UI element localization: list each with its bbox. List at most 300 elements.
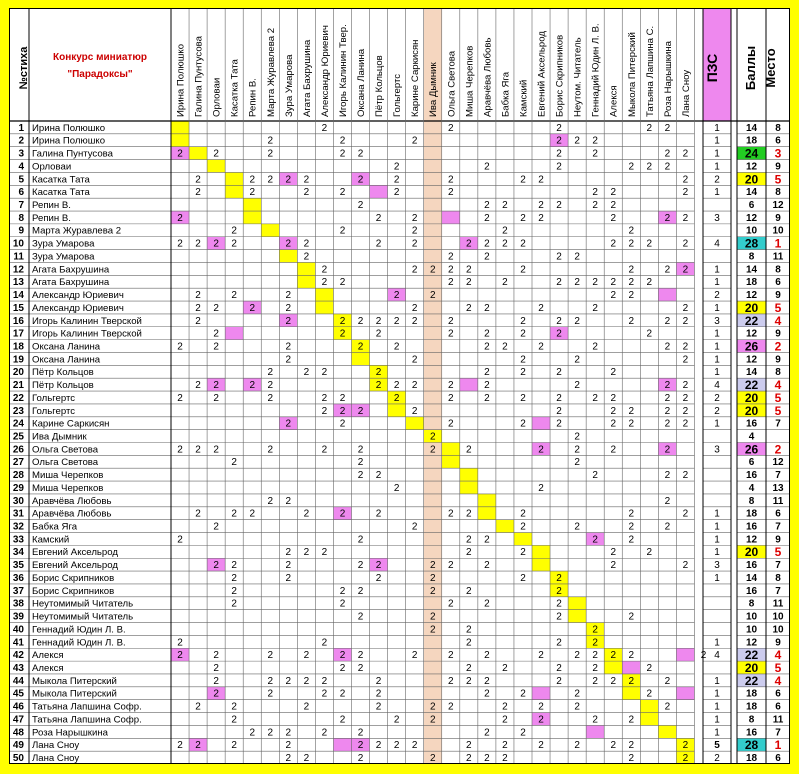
- row-pzs: 1: [714, 637, 720, 649]
- row-score: 22: [744, 673, 759, 688]
- author-column-header: Неутом. Читатель: [572, 37, 584, 117]
- vote-value: 2: [646, 161, 653, 173]
- vote-value: 2: [267, 380, 274, 392]
- row-place: 5: [774, 390, 782, 405]
- vote-value: 2: [195, 380, 201, 392]
- row-score: 14: [745, 264, 758, 276]
- row-score: 12: [745, 354, 758, 366]
- vote-value: 2: [447, 380, 454, 392]
- vote-value: 2: [466, 264, 472, 276]
- row-poet-name: Пётр Кольцов: [32, 380, 94, 392]
- vote-value: 2: [339, 225, 346, 237]
- row-place: 6: [775, 277, 781, 289]
- row-score: 24: [744, 146, 759, 161]
- vote-value: 2: [195, 508, 201, 520]
- vote-value: 2: [249, 187, 256, 199]
- vote-value: 2: [213, 688, 219, 700]
- vote-value: 2: [411, 264, 418, 276]
- header-title-line1: Конкурс миниатюр: [53, 52, 147, 63]
- vote-value: 2: [556, 662, 562, 674]
- row-poet-name: Татьяна Лапшина Софр.: [32, 714, 142, 726]
- row-pzs: 1: [714, 277, 720, 289]
- vote-value: 2: [520, 238, 526, 250]
- row-score: 12: [745, 290, 758, 302]
- row-number: 43: [12, 662, 24, 674]
- row-number: 48: [12, 727, 24, 739]
- vote-value: 2: [502, 341, 508, 353]
- vote-value: 2: [195, 740, 201, 752]
- vote-value: 2: [357, 444, 364, 456]
- row-place: 4: [774, 673, 782, 688]
- row-place: 5: [774, 300, 782, 315]
- self-vote-cell: [496, 520, 514, 533]
- vote-value: 2: [664, 701, 671, 713]
- row-place: 5: [774, 660, 782, 675]
- row-place: 1: [774, 236, 782, 251]
- self-vote-cell: [225, 172, 243, 185]
- row-poet-name: Галина Пунтусова: [32, 148, 113, 160]
- vote-value: 2: [502, 200, 508, 212]
- row-number: 31: [12, 508, 24, 520]
- vote-value: 2: [231, 572, 237, 584]
- vote-value: 2: [484, 688, 490, 700]
- vote-value: 2: [231, 598, 237, 610]
- vote-value: 2: [664, 380, 671, 392]
- header-pzs-label: ПЗС: [704, 53, 720, 83]
- vote-value: 2: [321, 547, 328, 559]
- vote-value: 2: [321, 727, 328, 739]
- vote-value: 2: [231, 238, 237, 250]
- vote-value: 2: [592, 650, 598, 662]
- vote-value: 2: [484, 380, 490, 392]
- vote-value: 2: [592, 624, 598, 636]
- vote-value: 2: [538, 302, 544, 314]
- vote-value: 2: [357, 457, 364, 469]
- row-place: 6: [775, 753, 781, 764]
- row-poet-name: Ольга Светова: [32, 457, 99, 469]
- row-place: 2: [774, 339, 782, 354]
- row-place: 5: [774, 403, 782, 418]
- highlight-vote-cell: [460, 378, 478, 391]
- row-place: 4: [774, 313, 782, 328]
- vote-value: 2: [285, 675, 292, 687]
- row-number: 30: [12, 495, 24, 507]
- vote-value: 2: [213, 662, 219, 674]
- row-poet-name: Ирина Полюшко: [32, 135, 106, 147]
- vote-value: 2: [285, 727, 292, 739]
- vote-value: 2: [682, 238, 689, 250]
- vote-value: 2: [664, 405, 671, 417]
- vote-value: 2: [447, 315, 454, 327]
- row-score: 26: [744, 442, 759, 457]
- vote-value: 2: [610, 675, 617, 687]
- author-column-header: Репин В.: [247, 78, 259, 117]
- vote-value: 2: [285, 547, 292, 559]
- vote-value: 2: [357, 405, 364, 417]
- row-number: 46: [12, 701, 24, 713]
- vote-value: 2: [213, 650, 219, 662]
- row-place: 5: [774, 172, 782, 187]
- row-place: 9: [775, 637, 781, 649]
- row-score: 20: [744, 300, 759, 315]
- vote-value: 2: [231, 457, 237, 469]
- vote-value: 2: [520, 688, 526, 700]
- self-vote-cell: [442, 443, 460, 456]
- row-place: 9: [775, 534, 781, 546]
- row-poet-name: Александр Юриевич: [32, 302, 124, 314]
- vote-value: 2: [628, 508, 635, 520]
- row-pzs: 3: [714, 560, 720, 572]
- vote-value: 2: [321, 277, 328, 289]
- vote-value: 2: [339, 508, 346, 520]
- vote-value: 2: [664, 521, 671, 533]
- row-poet-name: Аравчёва Любовь: [32, 508, 112, 520]
- vote-value: 2: [303, 251, 310, 263]
- vote-value: 2: [357, 753, 364, 764]
- vote-value: 2: [520, 315, 526, 327]
- vote-value: 2: [628, 521, 635, 533]
- vote-value: 2: [339, 187, 346, 199]
- vote-value: 2: [682, 380, 689, 392]
- highlight-vote-cell: [442, 211, 460, 224]
- author-column-header: Касатка Тата: [229, 59, 241, 117]
- vote-value: 2: [556, 598, 562, 610]
- vote-value: 2: [484, 238, 490, 250]
- vote-value: 2: [231, 560, 237, 572]
- row-score: 4: [748, 431, 755, 443]
- vote-value: 2: [682, 315, 689, 327]
- author-column-header: Орловаи: [211, 77, 223, 117]
- vote-value: 2: [682, 354, 689, 366]
- vote-value: 2: [339, 585, 346, 597]
- row-poet-name: Неутомимый Читатель: [32, 598, 134, 610]
- vote-value: 2: [520, 174, 526, 186]
- row-score: 8: [748, 714, 755, 726]
- vote-value: 2: [177, 392, 183, 404]
- vote-value: 2: [375, 740, 382, 752]
- row-poet-name: Гольгертс: [32, 392, 76, 404]
- vote-value: 2: [682, 212, 689, 224]
- row-number: 4: [18, 161, 24, 173]
- vote-value: 2: [357, 174, 364, 186]
- vote-value: 2: [664, 495, 671, 507]
- row-place: 9: [775, 354, 781, 366]
- row-score: 28: [744, 738, 759, 753]
- vote-value: 2: [502, 238, 508, 250]
- row-number: 3: [18, 148, 24, 160]
- results-table: [9, 8, 790, 764]
- vote-value: 2: [375, 212, 382, 224]
- row-poet-name: Евгений Аксельрод: [32, 547, 118, 559]
- vote-value: 2: [466, 675, 472, 687]
- vote-value: 2: [592, 135, 598, 147]
- vote-value: 2: [682, 341, 689, 353]
- vote-value: 2: [556, 161, 562, 173]
- vote-value: 2: [538, 482, 544, 494]
- vote-value: 2: [628, 675, 635, 687]
- vote-value: 2: [466, 302, 472, 314]
- vote-value: 2: [447, 264, 454, 276]
- row-number: 7: [18, 200, 24, 212]
- vote-value: 2: [375, 688, 382, 700]
- vote-value: 2: [664, 315, 671, 327]
- row-number: 36: [12, 572, 24, 584]
- vote-value: 2: [484, 560, 490, 572]
- row-number: 2: [18, 135, 24, 147]
- self-vote-cell: [640, 713, 658, 726]
- row-poet-name: Миша Черепков: [32, 482, 104, 494]
- row-pzs: 3: [714, 315, 720, 327]
- vote-value: 2: [213, 560, 219, 572]
- vote-value: 2: [375, 367, 382, 379]
- author-column-header: Евгений Аксельрод: [536, 31, 548, 117]
- row-place: 10: [772, 624, 784, 636]
- vote-value: 2: [447, 277, 454, 289]
- row-pzs: 1: [714, 264, 720, 276]
- row-pzs: 4: [714, 238, 720, 250]
- author-column-header: Камский: [518, 79, 530, 117]
- vote-value: 2: [375, 560, 382, 572]
- vote-value: 2: [556, 122, 562, 134]
- vote-value: 2: [267, 650, 274, 662]
- vote-value: 2: [664, 392, 671, 404]
- vote-value: 2: [213, 148, 219, 160]
- row-score: 18: [745, 135, 758, 147]
- row-number: 26: [12, 444, 24, 456]
- self-vote-cell: [297, 275, 315, 288]
- vote-value: 2: [682, 187, 689, 199]
- vote-value: 2: [484, 200, 490, 212]
- vote-value: 2: [177, 341, 183, 353]
- self-vote-cell: [243, 211, 261, 224]
- row-pzs: 1: [714, 302, 720, 314]
- vote-value: 2: [484, 302, 490, 314]
- vote-value: 2: [267, 392, 274, 404]
- row-poet-name: Мыкола Питерский: [32, 688, 117, 700]
- row-poet-name: Александр Юриевич: [32, 290, 124, 302]
- vote-value: 2: [610, 367, 617, 379]
- vote-value: 2: [303, 187, 310, 199]
- author-column-header: Карине Саркисян: [410, 39, 422, 117]
- vote-value: 2: [429, 611, 436, 623]
- vote-value: 2: [538, 174, 544, 186]
- vote-value: 2: [267, 675, 274, 687]
- vote-value: 2: [484, 367, 490, 379]
- vote-value: 2: [520, 418, 526, 430]
- vote-value: 2: [682, 174, 689, 186]
- vote-value: 2: [538, 740, 544, 752]
- vote-value: 2: [682, 264, 689, 276]
- row-score: 12: [745, 637, 758, 649]
- vote-value: 2: [357, 470, 364, 482]
- row-number: 27: [12, 457, 24, 469]
- vote-value: 2: [339, 714, 346, 726]
- vote-value: 2: [466, 637, 472, 649]
- vote-value: 2: [682, 392, 689, 404]
- vote-value: 2: [213, 238, 219, 250]
- self-vote-cell: [207, 160, 225, 173]
- vote-value: 2: [357, 585, 364, 597]
- vote-value: 2: [592, 302, 598, 314]
- vote-value: 2: [321, 688, 328, 700]
- vote-value: 2: [466, 753, 472, 764]
- self-vote-cell: [297, 262, 315, 275]
- vote-value: 2: [393, 161, 400, 173]
- vote-value: 2: [484, 212, 490, 224]
- self-vote-cell: [568, 610, 586, 623]
- self-vote-cell: [406, 417, 424, 430]
- vote-value: 2: [375, 470, 382, 482]
- vote-value: 2: [664, 675, 671, 687]
- header-num-label: №стиха: [18, 46, 30, 90]
- row-number: 37: [12, 585, 24, 597]
- vote-value: 2: [574, 740, 580, 752]
- row-number: 45: [12, 688, 24, 700]
- row-score: 16: [745, 727, 758, 739]
- vote-value: 2: [664, 148, 671, 160]
- row-number: 16: [12, 315, 24, 327]
- row-score: 18: [745, 277, 758, 289]
- row-pzs: 1: [714, 161, 720, 173]
- self-vote-cell: [315, 288, 333, 301]
- row-number: 21: [12, 380, 24, 392]
- vote-value: 2: [339, 315, 346, 327]
- vote-value: 2: [520, 547, 526, 559]
- vote-value: 2: [610, 405, 617, 417]
- row-number: 32: [12, 521, 24, 533]
- row-score: 20: [744, 390, 759, 405]
- vote-value: 2: [484, 251, 490, 263]
- self-vote-cell: [460, 481, 478, 494]
- header-score-label: Баллы: [743, 45, 758, 91]
- vote-value: 2: [574, 135, 580, 147]
- vote-value: 2: [610, 238, 617, 250]
- row-score: 28: [744, 236, 759, 251]
- vote-value: 2: [375, 508, 382, 520]
- row-score: 12: [745, 328, 758, 340]
- vote-value: 2: [321, 405, 328, 417]
- vote-value: 2: [664, 470, 671, 482]
- row-number: 1: [18, 122, 24, 134]
- vote-value: 2: [592, 714, 598, 726]
- vote-value: 2: [213, 392, 219, 404]
- vote-value: 2: [285, 495, 292, 507]
- row-poet-name: Алекся: [32, 662, 64, 674]
- vote-value: 2: [520, 727, 526, 739]
- vote-value: 2: [285, 753, 292, 764]
- row-number: 47: [12, 714, 24, 726]
- row-poet-name: Пётр Кольцов: [32, 367, 94, 379]
- vote-value: 2: [321, 367, 328, 379]
- vote-value: 2: [213, 380, 219, 392]
- row-score: 8: [748, 598, 755, 610]
- row-score: 8: [748, 495, 755, 507]
- row-score: 14: [745, 187, 758, 199]
- row-score: 18: [745, 701, 758, 713]
- vote-value: 2: [213, 675, 219, 687]
- vote-value: 2: [610, 392, 617, 404]
- row-number: 8: [18, 212, 24, 224]
- vote-value: 2: [429, 753, 436, 764]
- vote-value: 2: [484, 675, 490, 687]
- vote-value: 2: [610, 650, 617, 662]
- vote-value: 2: [592, 392, 598, 404]
- row-pzs: 1: [714, 701, 720, 713]
- row-pzs: 1: [714, 714, 720, 726]
- vote-value: 2: [502, 753, 508, 764]
- vote-value: 2: [646, 662, 653, 674]
- row-place: 5: [774, 545, 782, 560]
- vote-value: 2: [303, 650, 310, 662]
- vote-value: 2: [502, 714, 508, 726]
- row-place: 7: [775, 418, 781, 430]
- vote-value: 2: [628, 290, 635, 302]
- vote-value: 2: [682, 405, 689, 417]
- vote-value: 2: [339, 277, 346, 289]
- vote-value: 2: [484, 650, 490, 662]
- author-column-header: Борис Скрипников: [554, 34, 566, 117]
- vote-value: 2: [357, 740, 364, 752]
- vote-value: 2: [610, 740, 617, 752]
- vote-value: 2: [466, 238, 472, 250]
- vote-value: 2: [447, 392, 454, 404]
- vote-value: 2: [393, 714, 400, 726]
- row-number: 29: [12, 482, 24, 494]
- vote-value: 2: [195, 701, 201, 713]
- vote-value: 2: [610, 277, 617, 289]
- row-score: 14: [745, 122, 758, 134]
- vote-value: 2: [556, 367, 562, 379]
- vote-value: 2: [610, 200, 617, 212]
- vote-value: 2: [466, 508, 472, 520]
- vote-value: 2: [321, 675, 328, 687]
- row-place: 13: [772, 482, 784, 494]
- row-number: 28: [12, 470, 24, 482]
- vote-value: 2: [285, 302, 292, 314]
- row-score: 22: [744, 648, 759, 663]
- vote-value: 2: [574, 380, 580, 392]
- row-score: 18: [745, 508, 758, 520]
- vote-value: 2: [628, 611, 635, 623]
- highlight-vote-cell: [676, 648, 694, 661]
- vote-value: 2: [357, 650, 364, 662]
- vote-value: 2: [628, 405, 635, 417]
- author-column-header: Роза Нарышкина: [662, 41, 674, 117]
- vote-value: 2: [285, 560, 292, 572]
- vote-value: 2: [646, 328, 653, 340]
- vote-value: 2: [520, 264, 526, 276]
- self-vote-cell: [442, 455, 460, 468]
- row-number: 42: [12, 650, 24, 662]
- row-place: 8: [775, 367, 781, 379]
- row-poet-name: Бабка Яга: [32, 521, 78, 533]
- row-score: 20: [744, 403, 759, 418]
- vote-value: 2: [538, 650, 544, 662]
- row-poet-name: Ива Дымник: [32, 431, 87, 443]
- vote-value: 2: [447, 418, 454, 430]
- vote-value: 2: [502, 225, 508, 237]
- row-score: 14: [745, 572, 758, 584]
- vote-value: 2: [447, 174, 454, 186]
- row-poet-name: Зура Умарова: [32, 251, 95, 263]
- vote-value: 2: [556, 572, 562, 584]
- row-number: 35: [12, 560, 24, 572]
- vote-value: 2: [574, 277, 580, 289]
- row-score: 6: [748, 200, 755, 212]
- row-pzs: 1: [714, 135, 720, 147]
- row-score: 18: [745, 753, 758, 764]
- row-score: 22: [744, 378, 759, 393]
